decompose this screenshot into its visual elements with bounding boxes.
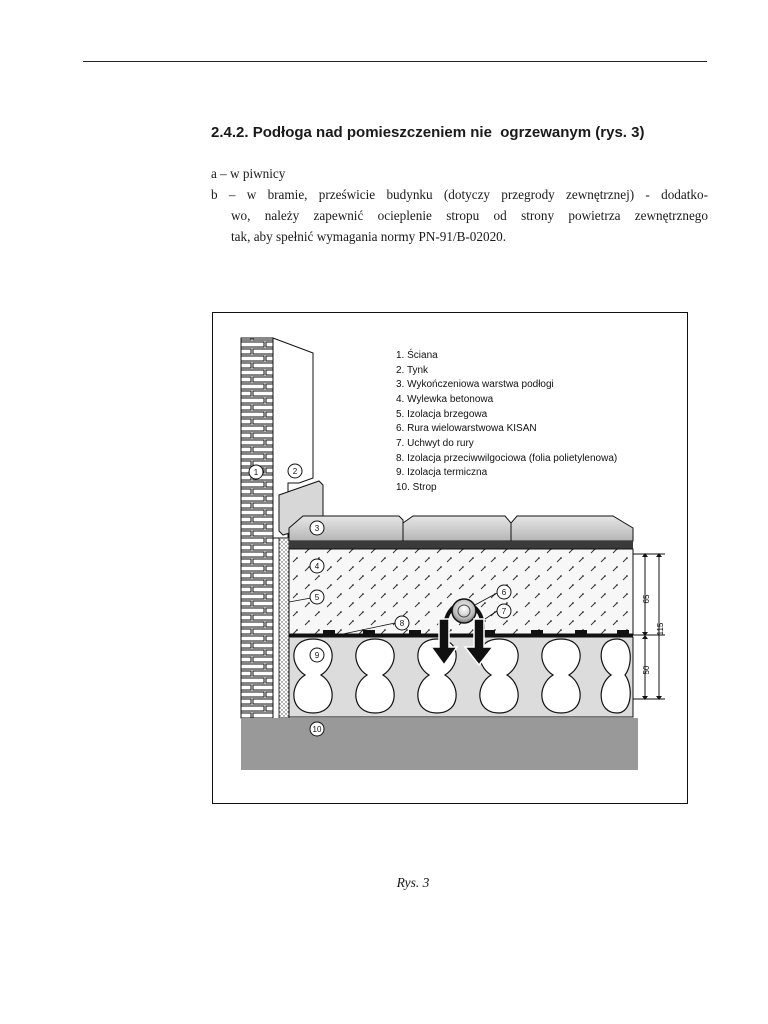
floor-tile-1 bbox=[289, 516, 403, 541]
dim-65: 65 bbox=[642, 594, 651, 604]
item-b-line-2: wo, należy zapewnić ocieplenie stropu od strony powietrza zewnętrznego bbox=[231, 208, 708, 223]
legend-item-6: 6. Rura wielowarstwowa KISAN bbox=[396, 423, 537, 434]
item-a: a – w piwnicy bbox=[211, 166, 286, 181]
callout-4: 4 bbox=[314, 562, 320, 571]
caption-text: Rys. 3 bbox=[396, 875, 430, 890]
item-b-line-3: tak, aby spełnić wymagania normy PN-91/B-02020. bbox=[231, 229, 507, 244]
callout-7: 7 bbox=[501, 607, 507, 616]
callout-3: 3 bbox=[314, 524, 320, 533]
section-title: 2.4.2. Podłoga nad pomieszczeniem nie ogrzewanym (rys. 3) bbox=[211, 124, 645, 141]
tile-adhesive bbox=[289, 541, 633, 549]
legend-item-8: 8. Izolacja przeciwwilgociowa (folia polietylenowa) bbox=[396, 453, 618, 464]
callout-10: 10 bbox=[312, 725, 322, 734]
callout-8: 8 bbox=[399, 619, 405, 628]
figure-caption bbox=[0, 875, 768, 891]
floor-section-figure bbox=[212, 312, 688, 804]
callout-9: 9 bbox=[314, 651, 320, 660]
slab bbox=[241, 718, 638, 770]
item-b-line-1: b – w bramie, prześwicie budynku (dotyczy przegrody zewnętrznej) - dodatko- bbox=[211, 187, 708, 202]
floor-section-drawing bbox=[213, 313, 689, 805]
legend-item-4: 4. Wylewka betonowa bbox=[396, 394, 494, 405]
legend-item-10: 10. Strop bbox=[396, 482, 437, 493]
legend bbox=[396, 348, 617, 493]
edge-insulation bbox=[279, 538, 289, 718]
callout-5: 5 bbox=[314, 593, 320, 602]
wall bbox=[241, 338, 273, 718]
thermal-insulation bbox=[289, 637, 633, 717]
legend-item-7: 7. Uchwyt do rury bbox=[396, 438, 474, 449]
callout-2: 2 bbox=[292, 467, 298, 476]
legend-item-1: 1. Ściana bbox=[396, 350, 438, 361]
header-rule bbox=[83, 61, 707, 62]
item-b bbox=[211, 184, 708, 247]
legend-item-5: 5. Izolacja brzegowa bbox=[396, 409, 488, 420]
callout-6: 6 bbox=[501, 588, 507, 597]
dim-115: 115 bbox=[656, 622, 665, 636]
legend-item-3: 3. Wykończeniowa warstwa podłogi bbox=[396, 379, 554, 390]
floor-tile-2 bbox=[403, 516, 511, 541]
dim-50: 50 bbox=[642, 665, 651, 675]
legend-item-2: 2. Tynk bbox=[396, 365, 429, 376]
legend-item-9: 9. Izolacja termiczna bbox=[396, 467, 488, 478]
callout-1: 1 bbox=[253, 468, 259, 477]
pipe bbox=[452, 599, 476, 623]
floor-tile-3 bbox=[511, 516, 633, 541]
